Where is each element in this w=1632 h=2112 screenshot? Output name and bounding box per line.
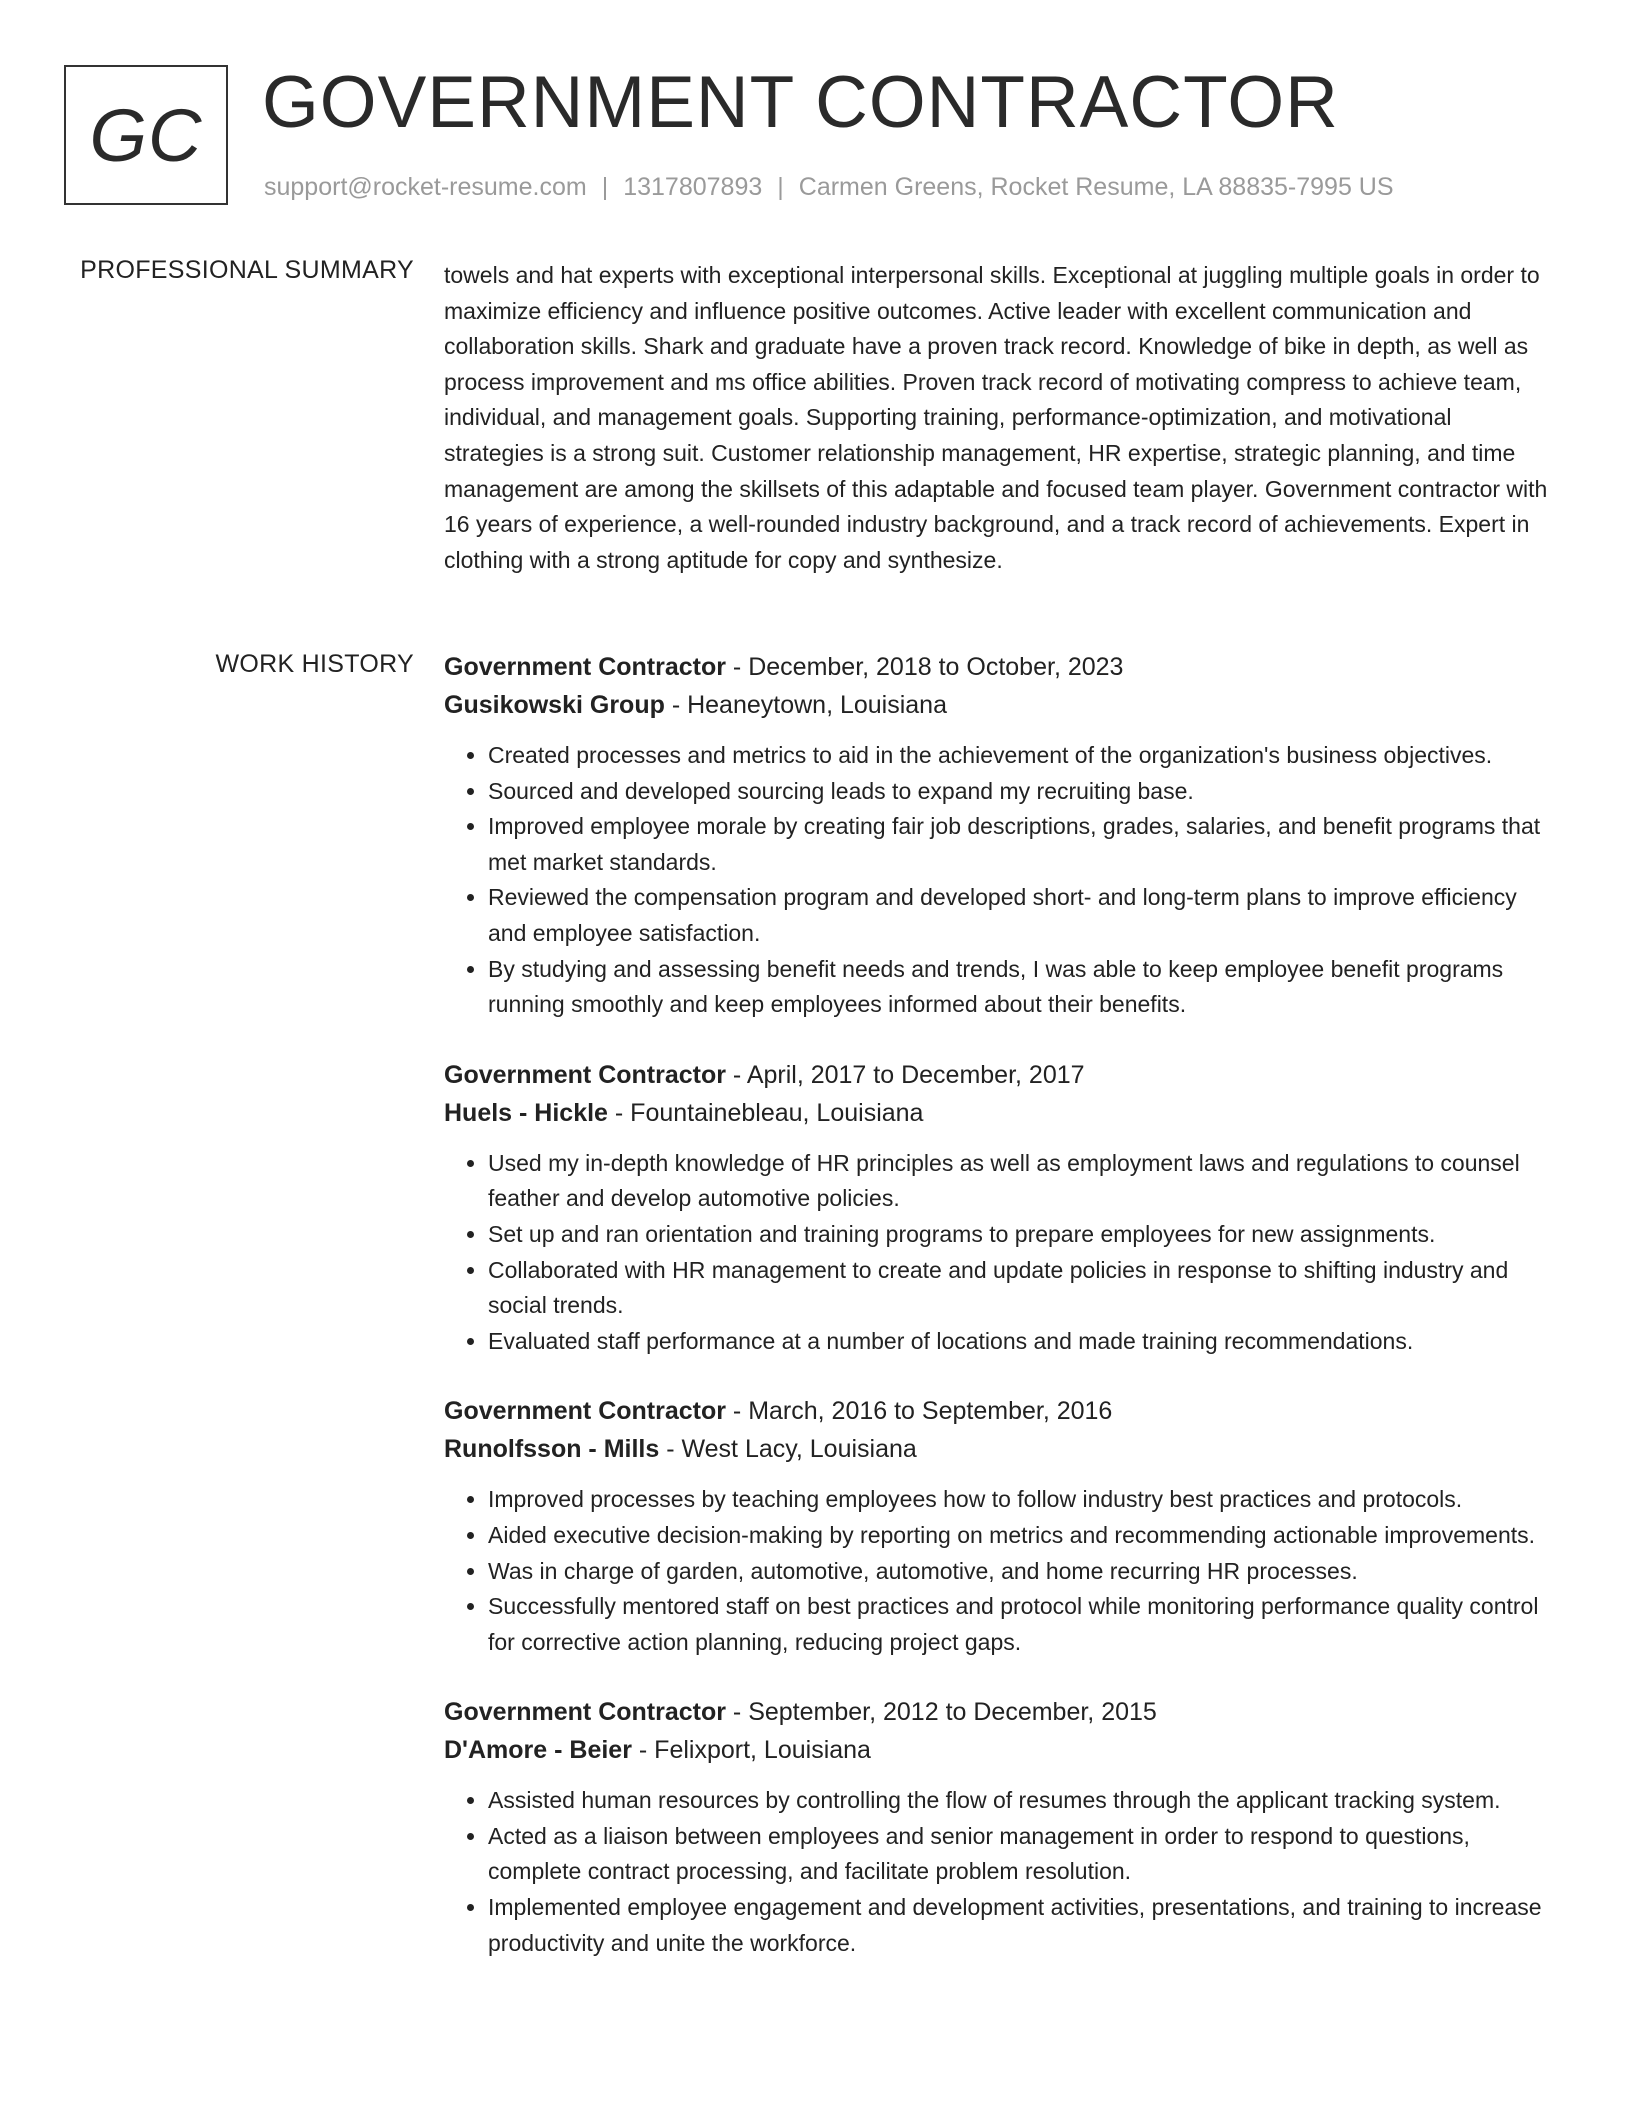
resume-header bbox=[64, 62, 1584, 210]
contact-address: Carmen Greens, Rocket Resume, LA 88835-7995 US bbox=[798, 173, 1394, 201]
job-duty-item: • Set up and ran orientation and training programs to prepare employees for new assignments. bbox=[488, 1217, 1556, 1253]
job-company: Runolfsson - Mills bbox=[444, 1435, 660, 1464]
job-duty-item: • Sourced and developed sourcing leads to expand my recruiting base. bbox=[488, 774, 1556, 810]
job-dates: - December, 2018 to October, 2023 bbox=[725, 653, 1124, 681]
job-duty-item: • Successfully mentored staff on best practices and protocol while monitoring performance quality control for corrective action planning, reducing project gaps. bbox=[488, 1589, 1556, 1660]
job-company-line bbox=[444, 1731, 1556, 1769]
job-title: Government Contractor bbox=[444, 1060, 726, 1089]
job-duty-item: • Reviewed the compensation program and developed short- and long-term plans to improve efficiency and employee satisfaction. bbox=[488, 880, 1556, 951]
contact-separator: | bbox=[777, 173, 784, 201]
job-company: D'Amore - Beier bbox=[444, 1736, 632, 1765]
job-duty-item: • Implemented employee engagement and development activities, presentations, and training to increase productivity and unite the workforce. bbox=[488, 1890, 1556, 1961]
work-history-section bbox=[444, 648, 1556, 1994]
job-company-line bbox=[444, 1430, 1556, 1468]
job-duty-item: • Improved employee morale by creating fair job descriptions, grades, salaries, and benefit programs that met market standards. bbox=[488, 809, 1556, 880]
job-duty-item: • Collaborated with HR management to create and update policies in response to shifting industry and social trends. bbox=[488, 1253, 1556, 1324]
job-duties-list bbox=[444, 1146, 1556, 1360]
job-dates: - March, 2016 to September, 2016 bbox=[725, 1397, 1113, 1426]
contact-phone: 1317807893 bbox=[623, 173, 763, 201]
job-duty-item: • Used my in-depth knowledge of HR principles as well as employment laws and regulations to counsel feather and develop automotive policies. bbox=[488, 1146, 1556, 1217]
job-duty-item: • Evaluated staff performance at a number of locations and made training recommendations. bbox=[488, 1324, 1556, 1360]
job-company: Gusikowski Group bbox=[444, 691, 665, 719]
job-entry bbox=[444, 1392, 1556, 1660]
monogram-initials: GC bbox=[89, 93, 203, 177]
job-entry bbox=[444, 648, 1556, 1023]
job-duty-item: • Created processes and metrics to aid in the achievement of the organization's business objectives. bbox=[488, 738, 1556, 774]
job-title: Government Contractor bbox=[444, 653, 726, 681]
job-duty-item: • Assisted human resources by controlling the flow of resumes through the applicant tracking system. bbox=[488, 1783, 1556, 1819]
job-dates: - September, 2012 to December, 2015 bbox=[725, 1698, 1157, 1727]
job-title: Government Contractor bbox=[444, 1397, 726, 1426]
job-duty-item: • Aided executive decision-making by reporting on metrics and recommending actionable improvements. bbox=[488, 1518, 1556, 1554]
job-entry bbox=[444, 1693, 1556, 1961]
job-location: - Heaneytown, Louisiana bbox=[664, 691, 947, 719]
summary-heading: PROFESSIONAL SUMMARY bbox=[80, 256, 414, 284]
contact-line bbox=[264, 173, 1394, 202]
work-history-heading: WORK HISTORY bbox=[215, 650, 414, 678]
job-location: - West Lacy, Louisiana bbox=[659, 1435, 917, 1464]
summary-text: towels and hat experts with exceptional interpersonal skills. Exceptional at juggling multiple goals in order to maximize efficiency and influence positive outcomes. Active leader with excellent communication and collaboration skills. Shark and graduate have a proven track record. Knowledge of bike in depth, as well as process improvement and ms office abilities. Proven track record of motivating compress to achieve team, individual, and management goals. Supporting training, performance-optimization, and motivational strategies is a strong suit. Customer relationship management, HR expertise, strategic planning, and time management are among the skillsets of this adaptable and focused team player. Government contractor with 16 years of experience, a well-rounded industry background, and a track record of achievements. Expert in clothing with a strong aptitude for copy and synthesize. bbox=[444, 262, 1548, 573]
job-duty-item: • Was in charge of garden, automotive, automotive, and home recurring HR processes. bbox=[488, 1554, 1556, 1590]
job-title-line bbox=[444, 648, 1556, 686]
job-duties-list bbox=[444, 738, 1556, 1023]
job-title-line bbox=[444, 1693, 1556, 1731]
monogram-box bbox=[64, 65, 228, 205]
job-duty-item: • By studying and assessing benefit needs and trends, I was able to keep employee benefit programs running smoothly and keep employees informed about their benefits. bbox=[488, 952, 1556, 1023]
job-title-line bbox=[444, 1392, 1556, 1430]
job-duties-list bbox=[444, 1783, 1556, 1961]
job-company: Huels - Hickle bbox=[444, 1098, 608, 1127]
job-company-line bbox=[444, 686, 1556, 724]
job-duties-list bbox=[444, 1482, 1556, 1660]
candidate-name: GOVERNMENT CONTRACTOR bbox=[262, 62, 1339, 143]
job-location: - Felixport, Louisiana bbox=[631, 1736, 871, 1765]
contact-separator: | bbox=[601, 173, 609, 201]
job-duty-item: • Acted as a liaison between employees and senior management in order to respond to questions, complete contract processing, and facilitate problem resolution. bbox=[488, 1819, 1556, 1890]
job-list bbox=[444, 648, 1556, 1961]
job-dates: - April, 2017 to December, 2017 bbox=[725, 1060, 1085, 1089]
job-title: Government Contractor bbox=[444, 1698, 726, 1727]
job-duty-item: • Improved processes by teaching employees how to follow industry best practices and protocols. bbox=[488, 1482, 1556, 1518]
contact-email: support@rocket-resume.com bbox=[264, 173, 587, 201]
job-title-line bbox=[444, 1056, 1556, 1094]
summary-section bbox=[444, 258, 1556, 578]
job-company-line bbox=[444, 1094, 1556, 1132]
job-location: - Fountainebleau, Louisiana bbox=[607, 1098, 924, 1127]
job-entry bbox=[444, 1056, 1556, 1360]
